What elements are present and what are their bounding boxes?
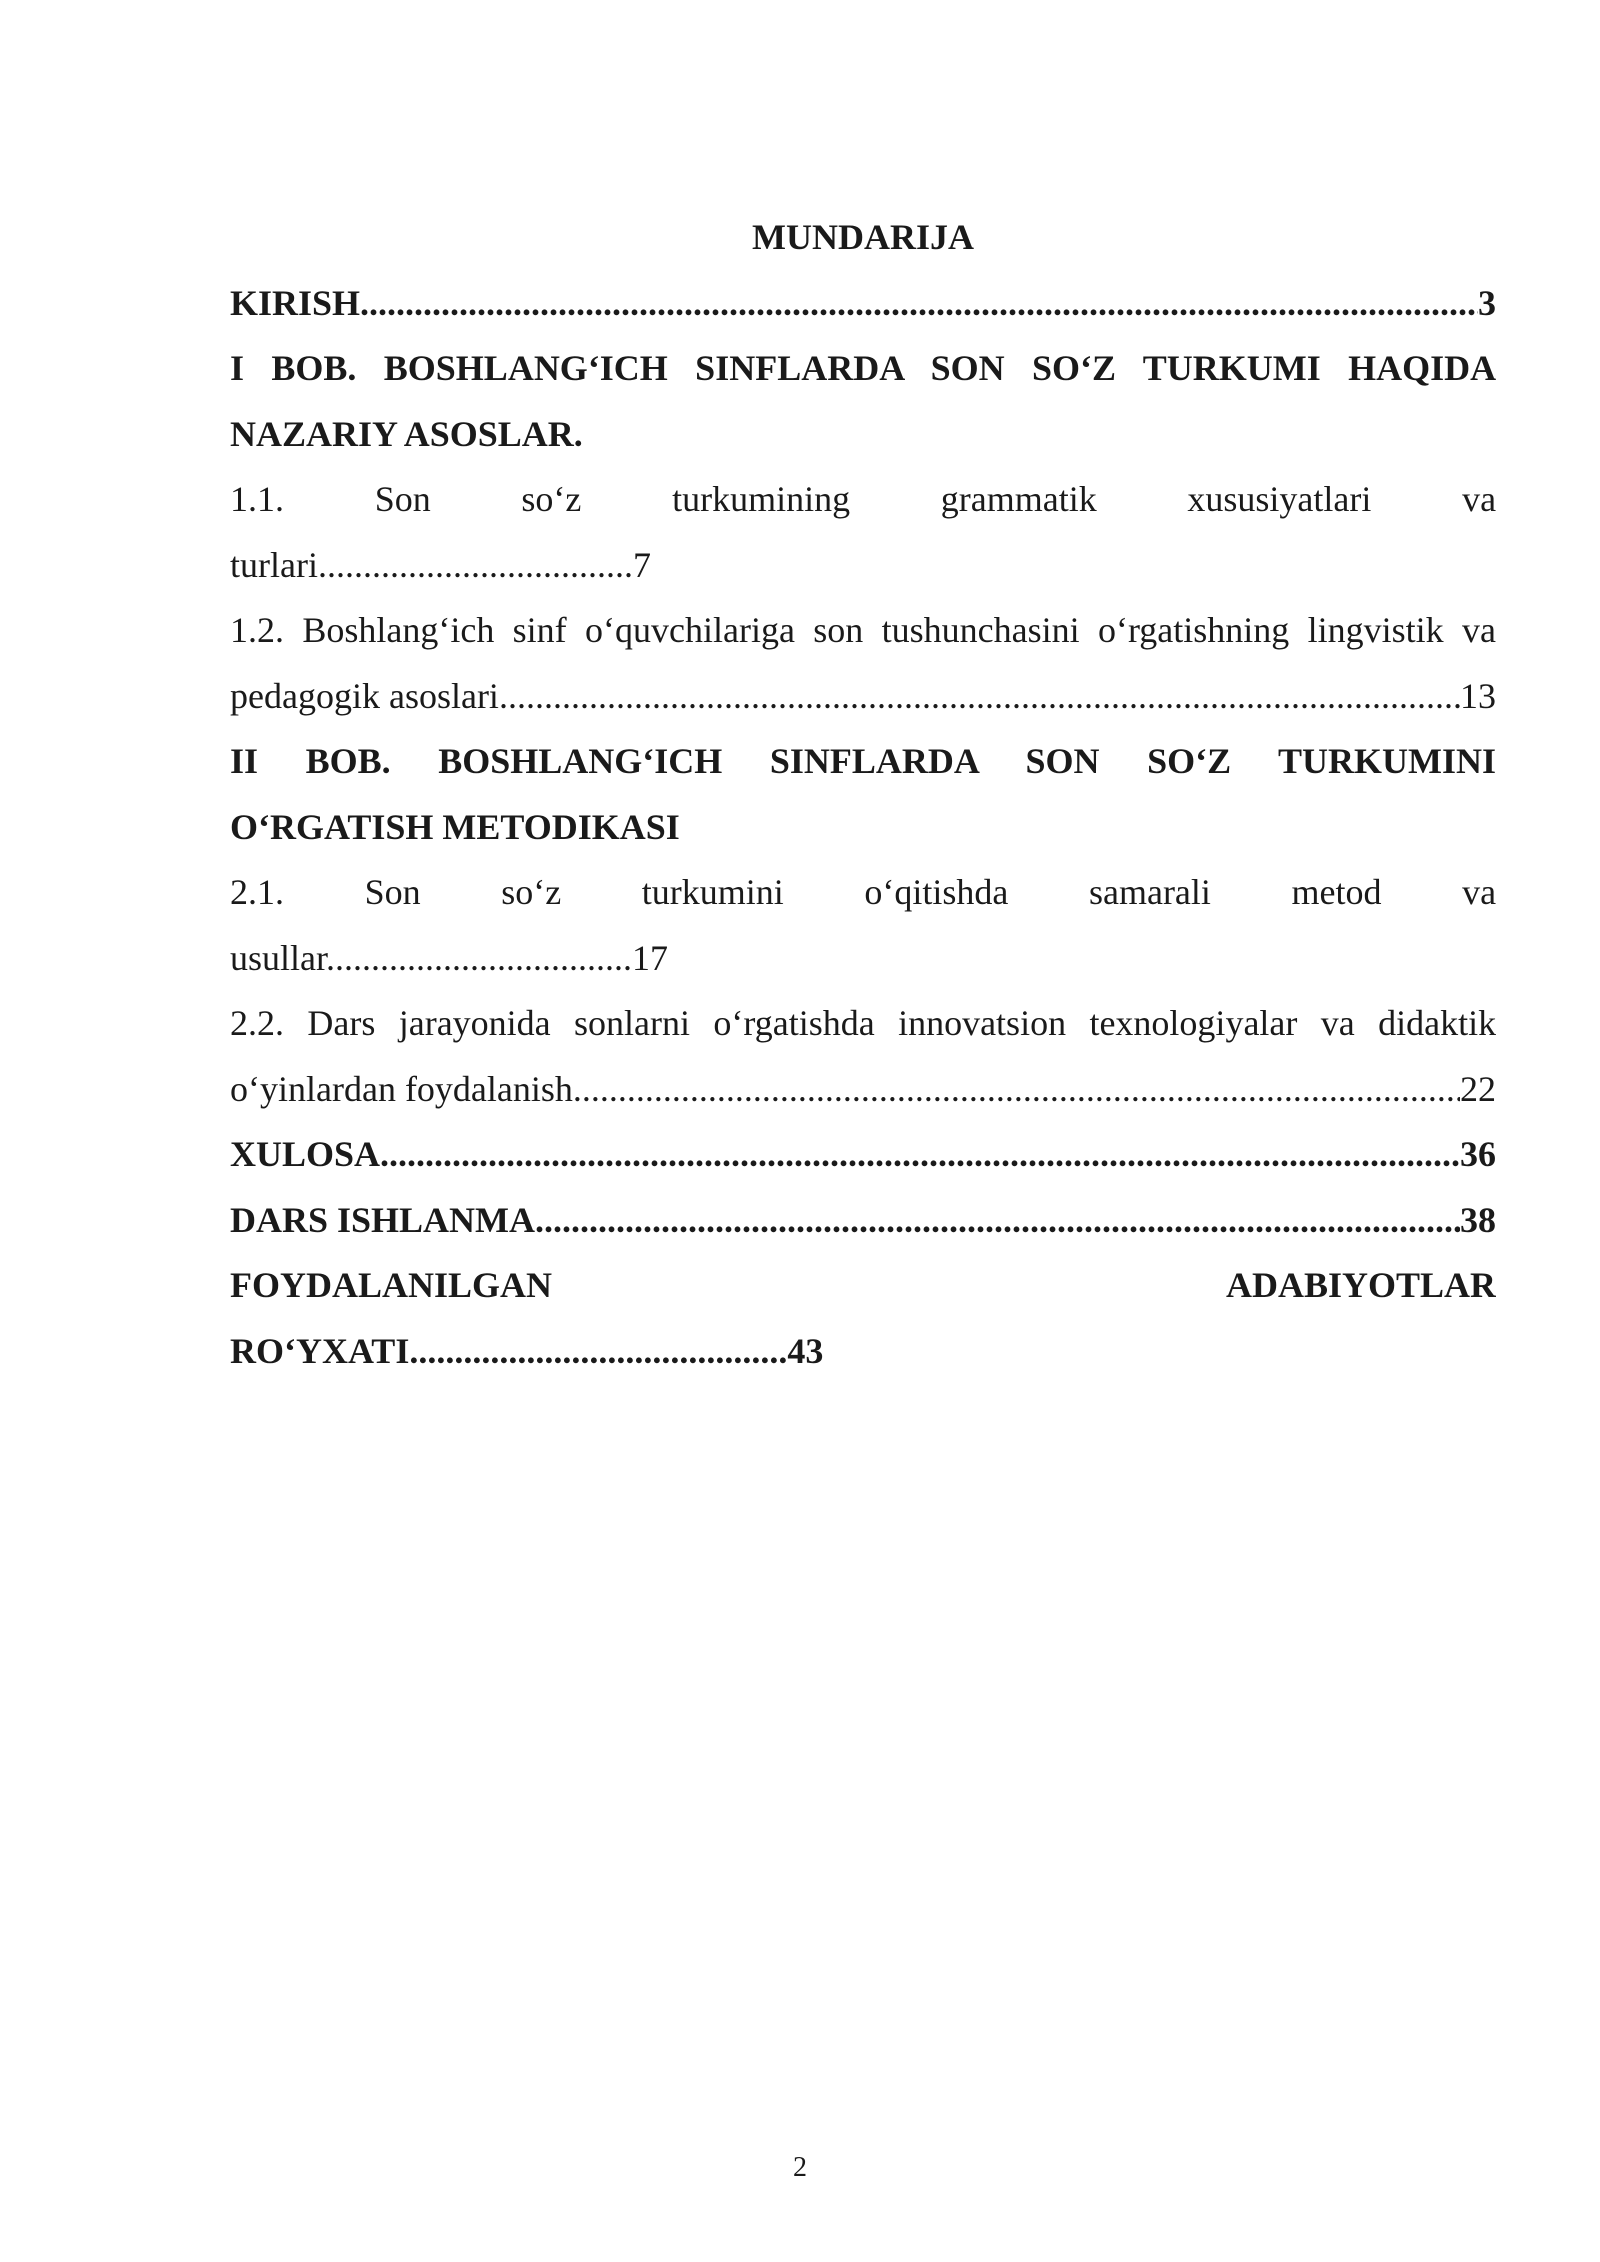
toc-entry-kirish[interactable] (230, 271, 1496, 337)
dot-leader: .......................................... (409, 1330, 788, 1371)
toc-page-number: 13 (1460, 675, 1496, 716)
dot-leader (360, 271, 1478, 337)
toc-section-2-1[interactable]: 2.1. Son so‘z turkumini o‘qitishda samarali metod va (230, 872, 1496, 912)
toc-entry-label: pedagogik asoslari (230, 675, 499, 716)
dot-leader: .................................. (326, 937, 632, 978)
dot-leader (573, 1057, 1460, 1123)
toc-section-2-2[interactable]: 2.2. Dars jarayonida sonlarni o‘rgatishda innovatsion texnologiyalar va didaktik (230, 1003, 1496, 1043)
dot-leader (535, 1188, 1460, 1254)
toc-section-2-2-cont[interactable] (230, 1057, 1496, 1123)
toc-page-number: 7 (632, 544, 651, 585)
dot-leader: ................................... (317, 544, 633, 585)
toc-title: MUNDARIJA (752, 217, 974, 257)
toc-page-number: 17 (632, 937, 668, 978)
table-of-contents (230, 205, 1496, 1384)
toc-entry-xulosa[interactable] (230, 1122, 1496, 1188)
toc-page-number: 3 (1478, 282, 1496, 323)
dot-leader (380, 1122, 1460, 1188)
toc-chapter-2-heading[interactable]: II BOB. BOSHLANG‘ICH SINFLARDA SON SO‘Z TURKUMINI (230, 741, 1496, 781)
toc-entry-label: KIRISH (230, 282, 361, 323)
toc-section-1-1[interactable]: 1.1. Son so‘z turkumining grammatik xususiyatlari va (230, 479, 1496, 519)
dot-leader (499, 664, 1460, 730)
toc-chapter-1-heading-cont[interactable]: NAZARIY ASOSLAR. (230, 413, 583, 454)
toc-entry-references-cont[interactable]: RO‘YXATI..........................................43 (230, 1330, 824, 1371)
toc-entry-label: DARS ISHLANMA (230, 1199, 536, 1240)
page-number: 2 (793, 2152, 807, 2183)
toc-section-1-2[interactable]: 1.2. Boshlang‘ich sinf o‘quvchilariga son tushunchasini o‘rgatishning lingvistik va (230, 610, 1496, 650)
toc-chapter-1-heading[interactable]: I BOB. BOSHLANG‘ICH SINFLARDA SON SO‘Z TURKUMI HAQIDA (230, 348, 1496, 388)
toc-page-number: 43 (787, 1330, 824, 1371)
toc-page-number: 36 (1460, 1134, 1496, 1174)
toc-chapter-2-heading-cont[interactable]: O‘RGATISH METODIKASI (230, 806, 680, 847)
toc-section-1-2-cont[interactable] (230, 664, 1496, 730)
toc-page-number: 22 (1460, 1068, 1496, 1109)
toc-entry-references[interactable]: FOYDALANILGAN ADABIYOTLAR (230, 1265, 1496, 1305)
toc-entry-label: o‘yinlardan foydalanish (230, 1068, 573, 1109)
toc-page-number: 38 (1460, 1199, 1496, 1240)
toc-entry-dars-ishlanma[interactable] (230, 1188, 1496, 1254)
toc-section-2-1-cont[interactable]: usullar..................................17 (230, 937, 668, 978)
toc-section-1-1-cont[interactable]: turlari...................................7 (230, 544, 651, 585)
toc-entry-label: XULOSA (230, 1134, 381, 1174)
